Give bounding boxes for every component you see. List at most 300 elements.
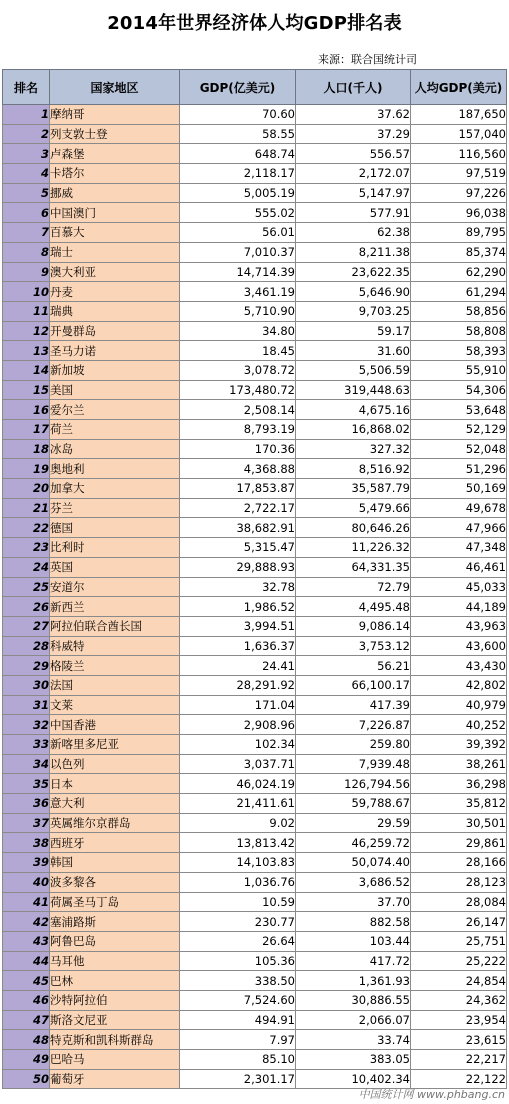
cell-rank: 11 [3,301,50,321]
cell-rank: 43 [3,931,50,951]
table-row [3,1050,507,1070]
cell-country: 特克斯和凯科斯群岛 [50,1030,180,1050]
cell-population: 56.21 [296,656,411,676]
cell-country: 斯洛文尼亚 [50,1010,180,1030]
cell-rank: 45 [3,971,50,991]
table-row [3,577,507,597]
cell-rank: 42 [3,912,50,932]
cell-country: 文莱 [50,695,180,715]
table-row [3,990,507,1010]
cell-per-capita: 58,856 [411,301,507,321]
cell-per-capita: 38,261 [411,754,507,774]
cell-per-capita: 25,751 [411,931,507,951]
cell-per-capita: 51,296 [411,459,507,479]
cell-rank: 12 [3,321,50,341]
cell-population: 9,086.14 [296,616,411,636]
cell-population: 5,646.90 [296,282,411,302]
cell-population: 9,703.25 [296,301,411,321]
cell-population: 103.44 [296,931,411,951]
cell-country: 挪威 [50,183,180,203]
table-row [3,557,507,577]
cell-per-capita: 47,348 [411,538,507,558]
cell-gdp: 26.64 [180,931,296,951]
cell-gdp: 5,005.19 [180,183,296,203]
table-row [3,774,507,794]
cell-rank: 38 [3,833,50,853]
cell-gdp: 2,722.17 [180,498,296,518]
cell-rank: 33 [3,735,50,755]
cell-per-capita: 46,461 [411,557,507,577]
cell-per-capita: 187,650 [411,105,507,125]
cell-country: 荷兰 [50,420,180,440]
header-gdp: GDP(亿美元) [180,70,296,105]
cell-gdp: 170.36 [180,439,296,459]
cell-rank: 10 [3,282,50,302]
table-row [3,459,507,479]
cell-gdp: 18.45 [180,341,296,361]
cell-rank: 23 [3,538,50,558]
cell-rank: 22 [3,518,50,538]
cell-rank: 6 [3,203,50,223]
cell-gdp: 38,682.91 [180,518,296,538]
table-row [3,360,507,380]
table-row [3,695,507,715]
cell-country: 丹麦 [50,282,180,302]
cell-gdp: 3,461.19 [180,282,296,302]
cell-per-capita: 50,169 [411,479,507,499]
table-row [3,105,507,125]
cell-per-capita: 23,954 [411,1010,507,1030]
cell-gdp: 9.02 [180,813,296,833]
cell-rank: 41 [3,892,50,912]
cell-population: 7,939.48 [296,754,411,774]
cell-rank: 19 [3,459,50,479]
cell-gdp: 21,411.61 [180,794,296,814]
cell-gdp: 2,508.14 [180,400,296,420]
cell-gdp: 14,714.39 [180,262,296,282]
cell-per-capita: 36,298 [411,774,507,794]
cell-per-capita: 23,615 [411,1030,507,1050]
cell-gdp: 7.97 [180,1030,296,1050]
cell-rank: 13 [3,341,50,361]
header-rank: 排名 [3,70,50,105]
table-row [3,597,507,617]
cell-rank: 28 [3,636,50,656]
cell-country: 英属维尔京群岛 [50,813,180,833]
table-row [3,183,507,203]
table-row [3,400,507,420]
cell-population: 417.39 [296,695,411,715]
cell-per-capita: 24,362 [411,990,507,1010]
cell-country: 卡塔尔 [50,164,180,184]
cell-country: 瑞典 [50,301,180,321]
cell-per-capita: 40,979 [411,695,507,715]
cell-country: 爱尔兰 [50,400,180,420]
cell-rank: 8 [3,242,50,262]
cell-population: 23,622.35 [296,262,411,282]
cell-population: 64,331.35 [296,557,411,577]
cell-gdp: 105.36 [180,951,296,971]
cell-population: 4,495.48 [296,597,411,617]
cell-country: 奥地利 [50,459,180,479]
cell-rank: 40 [3,872,50,892]
table-row [3,301,507,321]
table-row [3,282,507,302]
header-per-capita: 人均GDP(美元) [411,70,507,105]
cell-gdp: 494.91 [180,1010,296,1030]
cell-country: 澳大利亚 [50,262,180,282]
cell-population: 882.58 [296,912,411,932]
cell-country: 中国香港 [50,715,180,735]
cell-gdp: 70.60 [180,105,296,125]
cell-per-capita: 22,217 [411,1050,507,1070]
table-row [3,656,507,676]
cell-population: 50,074.40 [296,853,411,873]
header-country: 国家地区 [50,70,180,105]
cell-per-capita: 35,812 [411,794,507,814]
cell-per-capita: 47,966 [411,518,507,538]
cell-country: 法国 [50,675,180,695]
cell-gdp: 56.01 [180,223,296,243]
cell-gdp: 1,636.37 [180,636,296,656]
cell-country: 意大利 [50,794,180,814]
cell-per-capita: 116,560 [411,144,507,164]
cell-rank: 47 [3,1010,50,1030]
cell-gdp: 173,480.72 [180,380,296,400]
cell-gdp: 171.04 [180,695,296,715]
cell-rank: 3 [3,144,50,164]
cell-per-capita: 97,226 [411,183,507,203]
cell-population: 2,172.07 [296,164,411,184]
cell-gdp: 230.77 [180,912,296,932]
cell-population: 259.80 [296,735,411,755]
table-row [3,380,507,400]
cell-population: 37.62 [296,105,411,125]
cell-country: 美国 [50,380,180,400]
cell-gdp: 10.59 [180,892,296,912]
table-row [3,675,507,695]
table-row [3,262,507,282]
cell-rank: 32 [3,715,50,735]
cell-country: 西班牙 [50,833,180,853]
table-row [3,242,507,262]
cell-per-capita: 85,374 [411,242,507,262]
table-row [3,223,507,243]
table-row [3,1010,507,1030]
cell-per-capita: 54,306 [411,380,507,400]
cell-population: 37.70 [296,892,411,912]
cell-population: 577.91 [296,203,411,223]
cell-population: 417.72 [296,951,411,971]
cell-per-capita: 96,038 [411,203,507,223]
cell-rank: 7 [3,223,50,243]
cell-country: 荷属圣马丁岛 [50,892,180,912]
cell-population: 35,587.79 [296,479,411,499]
cell-rank: 50 [3,1069,50,1089]
cell-country: 以色列 [50,754,180,774]
cell-gdp: 3,994.51 [180,616,296,636]
cell-gdp: 14,103.83 [180,853,296,873]
cell-rank: 21 [3,498,50,518]
cell-per-capita: 25,222 [411,951,507,971]
cell-country: 瑞士 [50,242,180,262]
cell-per-capita: 43,600 [411,636,507,656]
table-row [3,912,507,932]
cell-country: 阿鲁巴岛 [50,931,180,951]
cell-gdp: 28,291.92 [180,675,296,695]
cell-population: 4,675.16 [296,400,411,420]
cell-per-capita: 28,166 [411,853,507,873]
table-row [3,203,507,223]
cell-population: 80,646.26 [296,518,411,538]
table-row [3,872,507,892]
cell-gdp: 7,524.60 [180,990,296,1010]
cell-rank: 4 [3,164,50,184]
cell-population: 66,100.17 [296,675,411,695]
cell-per-capita: 22,122 [411,1069,507,1089]
table-row [3,636,507,656]
cell-gdp: 24.41 [180,656,296,676]
cell-population: 59.17 [296,321,411,341]
cell-gdp: 555.02 [180,203,296,223]
cell-per-capita: 157,040 [411,124,507,144]
cell-gdp: 2,301.17 [180,1069,296,1089]
cell-rank: 1 [3,105,50,125]
cell-country: 列支敦士登 [50,124,180,144]
cell-per-capita: 62,290 [411,262,507,282]
cell-country: 摩纳哥 [50,105,180,125]
cell-rank: 18 [3,439,50,459]
cell-population: 2,066.07 [296,1010,411,1030]
cell-country: 波多黎各 [50,872,180,892]
cell-population: 59,788.67 [296,794,411,814]
page-title: 2014年世界经济体人均GDP排名表 [107,13,402,34]
cell-country: 芬兰 [50,498,180,518]
cell-gdp: 648.74 [180,144,296,164]
cell-country: 加拿大 [50,479,180,499]
cell-country: 安道尔 [50,577,180,597]
cell-country: 马耳他 [50,951,180,971]
cell-country: 圣马力诺 [50,341,180,361]
cell-rank: 31 [3,695,50,715]
cell-population: 1,361.93 [296,971,411,991]
watermark: 中国统计网 www.phbang.cn [358,1088,505,1101]
table-row [3,518,507,538]
cell-country: 格陵兰 [50,656,180,676]
table-row [3,951,507,971]
cell-country: 巴哈马 [50,1050,180,1070]
cell-population: 29.59 [296,813,411,833]
table-row [3,124,507,144]
cell-per-capita: 39,392 [411,735,507,755]
cell-per-capita: 52,129 [411,420,507,440]
cell-gdp: 102.34 [180,735,296,755]
cell-rank: 46 [3,990,50,1010]
cell-per-capita: 26,147 [411,912,507,932]
cell-country: 新西兰 [50,597,180,617]
table-row [3,892,507,912]
cell-gdp: 32.78 [180,577,296,597]
cell-population: 327.32 [296,439,411,459]
table-row [3,164,507,184]
cell-population: 319,448.63 [296,380,411,400]
cell-country: 巴林 [50,971,180,991]
cell-country: 新喀里多尼亚 [50,735,180,755]
cell-gdp: 4,368.88 [180,459,296,479]
cell-population: 11,226.32 [296,538,411,558]
cell-population: 62.38 [296,223,411,243]
cell-rank: 15 [3,380,50,400]
cell-rank: 39 [3,853,50,873]
cell-per-capita: 28,084 [411,892,507,912]
cell-rank: 36 [3,794,50,814]
cell-gdp: 2,118.17 [180,164,296,184]
cell-gdp: 58.55 [180,124,296,144]
cell-per-capita: 28,123 [411,872,507,892]
cell-country: 卢森堡 [50,144,180,164]
cell-rank: 16 [3,400,50,420]
cell-country: 新加坡 [50,360,180,380]
header-population: 人口(千人) [296,70,411,105]
cell-population: 8,211.38 [296,242,411,262]
cell-gdp: 3,078.72 [180,360,296,380]
cell-gdp: 3,037.71 [180,754,296,774]
table-row [3,538,507,558]
cell-population: 30,886.55 [296,990,411,1010]
cell-population: 31.60 [296,341,411,361]
cell-gdp: 338.50 [180,971,296,991]
cell-per-capita: 61,294 [411,282,507,302]
cell-per-capita: 44,189 [411,597,507,617]
table-row [3,341,507,361]
cell-per-capita: 43,963 [411,616,507,636]
cell-rank: 5 [3,183,50,203]
table-row [3,971,507,991]
cell-gdp: 5,315.47 [180,538,296,558]
cell-per-capita: 52,048 [411,439,507,459]
cell-rank: 20 [3,479,50,499]
cell-population: 383.05 [296,1050,411,1070]
cell-population: 8,516.92 [296,459,411,479]
cell-rank: 29 [3,656,50,676]
cell-country: 开曼群岛 [50,321,180,341]
table-row [3,715,507,735]
source-note: 来源：联合国统计司 [318,53,417,66]
table-row [3,144,507,164]
table-row [3,931,507,951]
cell-population: 72.79 [296,577,411,597]
cell-per-capita: 55,910 [411,360,507,380]
table-row [3,735,507,755]
cell-country: 韩国 [50,853,180,873]
cell-per-capita: 30,501 [411,813,507,833]
cell-population: 33.74 [296,1030,411,1050]
table-row [3,439,507,459]
cell-population: 5,479.66 [296,498,411,518]
cell-rank: 48 [3,1030,50,1050]
cell-gdp: 1,986.52 [180,597,296,617]
ranking-table [2,69,507,1089]
cell-per-capita: 29,861 [411,833,507,853]
cell-country: 塞浦路斯 [50,912,180,932]
table-row [3,794,507,814]
table-row [3,853,507,873]
cell-rank: 35 [3,774,50,794]
cell-country: 科威特 [50,636,180,656]
cell-population: 46,259.72 [296,833,411,853]
cell-country: 沙特阿拉伯 [50,990,180,1010]
cell-per-capita: 58,808 [411,321,507,341]
cell-rank: 37 [3,813,50,833]
cell-country: 葡萄牙 [50,1069,180,1089]
cell-per-capita: 45,033 [411,577,507,597]
cell-country: 冰岛 [50,439,180,459]
cell-population: 37.29 [296,124,411,144]
cell-rank: 27 [3,616,50,636]
cell-gdp: 2,908.96 [180,715,296,735]
cell-rank: 25 [3,577,50,597]
cell-per-capita: 24,854 [411,971,507,991]
cell-gdp: 5,710.90 [180,301,296,321]
cell-country: 阿拉伯联合酋长国 [50,616,180,636]
cell-population: 3,686.52 [296,872,411,892]
cell-per-capita: 49,678 [411,498,507,518]
cell-population: 556.57 [296,144,411,164]
cell-rank: 17 [3,420,50,440]
cell-rank: 24 [3,557,50,577]
cell-gdp: 7,010.37 [180,242,296,262]
cell-population: 10,402.34 [296,1069,411,1089]
cell-country: 比利时 [50,538,180,558]
table-row [3,498,507,518]
cell-rank: 26 [3,597,50,617]
cell-gdp: 13,813.42 [180,833,296,853]
table-row [3,813,507,833]
cell-population: 5,506.59 [296,360,411,380]
cell-per-capita: 89,795 [411,223,507,243]
table-row [3,321,507,341]
table-row [3,479,507,499]
cell-population: 16,868.02 [296,420,411,440]
cell-country: 德国 [50,518,180,538]
cell-gdp: 17,853.87 [180,479,296,499]
cell-gdp: 1,036.76 [180,872,296,892]
cell-per-capita: 97,519 [411,164,507,184]
cell-rank: 44 [3,951,50,971]
cell-population: 3,753.12 [296,636,411,656]
cell-population: 7,226.87 [296,715,411,735]
table-row [3,1030,507,1050]
cell-gdp: 85.10 [180,1050,296,1070]
cell-per-capita: 42,802 [411,675,507,695]
cell-per-capita: 53,648 [411,400,507,420]
cell-rank: 34 [3,754,50,774]
cell-gdp: 29,888.93 [180,557,296,577]
cell-rank: 30 [3,675,50,695]
cell-gdp: 46,024.19 [180,774,296,794]
cell-rank: 9 [3,262,50,282]
cell-gdp: 34.80 [180,321,296,341]
table-row [3,833,507,853]
cell-country: 英国 [50,557,180,577]
cell-per-capita: 40,252 [411,715,507,735]
cell-per-capita: 58,393 [411,341,507,361]
table-row [3,754,507,774]
cell-rank: 49 [3,1050,50,1070]
cell-country: 中国澳门 [50,203,180,223]
table-body [3,105,507,1089]
table-header-row [3,70,507,105]
